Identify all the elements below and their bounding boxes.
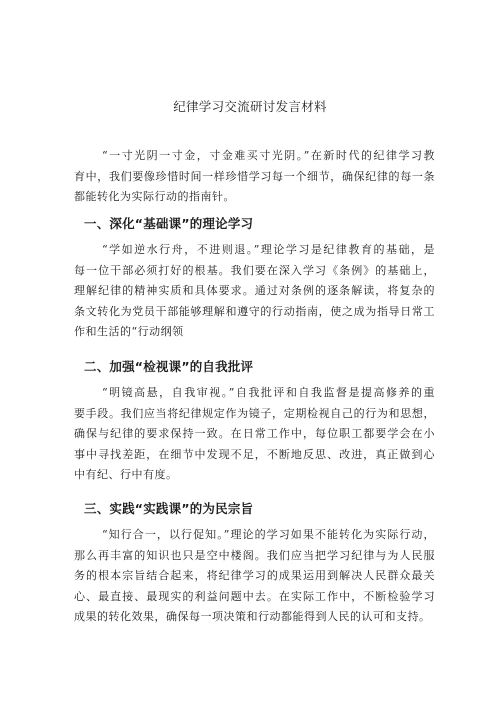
section-heading-2: 二、加强“检视课”的自我批评	[84, 359, 254, 374]
intro-line: “一寸光阴一寸金，寸金难买寸光阴。”在新时代的纪律学习教	[102, 149, 435, 162]
paragraph-line: 那么再丰富的知识也只是空中楼阁。我们应当把学习纪律与为人民服	[74, 548, 435, 562]
paragraph-line: 作和生活的“行动纲领	[74, 325, 184, 339]
paragraph-line: 条文转化为党员干部能够理解和遵守的行动指南，使之成为指导日常工	[74, 304, 435, 318]
paragraph-line: 理解纪律的精神实质和具体要求。通过对条例的逐条解读，将复杂的	[74, 284, 435, 298]
section-heading-3: 三、实践“实践课”的为民宗旨	[84, 501, 254, 516]
intro-line: 育中，我们要像珍惜时间一样珍惜学习每一个细节，确保纪律的每一条	[74, 169, 435, 183]
section-1-paragraph	[74, 240, 435, 343]
section-heading-1: 一、深化“基础课”的理论学习	[84, 216, 254, 231]
paragraph-line: 要手段。我们应当将纪律规定作为镜子，定期检视自己的行为和思想，	[74, 406, 435, 420]
section-3-paragraph	[74, 525, 435, 628]
paragraph-line: “知行合一，以行促知。”理论的学习如果不能转化为实际行动，	[102, 528, 435, 541]
paragraph-line: 事中寻找差距，在细节中发现不足，不断地反思、改进，真正做到心	[74, 447, 435, 461]
paragraph-line: “学如逆水行舟，不进则退。”理论学习是纪律教育的基础，是	[102, 243, 435, 256]
paragraph-line: 每一位干部必须打好的根基。我们要在深入学习《条例》的基础上，	[74, 263, 435, 277]
paragraph-line: 务的根本宗旨结合起来，将纪律学习的成果运用到解决人民群众最关	[74, 569, 435, 583]
paragraph-line: 中有纪、行中有度。	[74, 468, 178, 482]
document-title: 纪律学习交流研讨发言材料	[173, 99, 327, 114]
section-2-paragraph	[74, 383, 435, 486]
paragraph-line: 成果的转化效果，确保每一项决策和行动都能得到人民的认可和支持。	[74, 610, 431, 624]
paragraph-line: 心、最直接、最现实的利益问题中去。在实际工作中，不断检验学习	[74, 589, 435, 603]
intro-paragraph	[74, 146, 435, 208]
paragraph-line: “明镜高悬，自我审视。”自我批评和自我监督是提高修养的重	[102, 386, 435, 399]
intro-line: 都能转化为实际行动的指南针。	[74, 190, 235, 204]
paragraph-line: 确保与纪律的要求保持一致。在日常工作中，每位职工都要学会在小	[74, 427, 435, 441]
